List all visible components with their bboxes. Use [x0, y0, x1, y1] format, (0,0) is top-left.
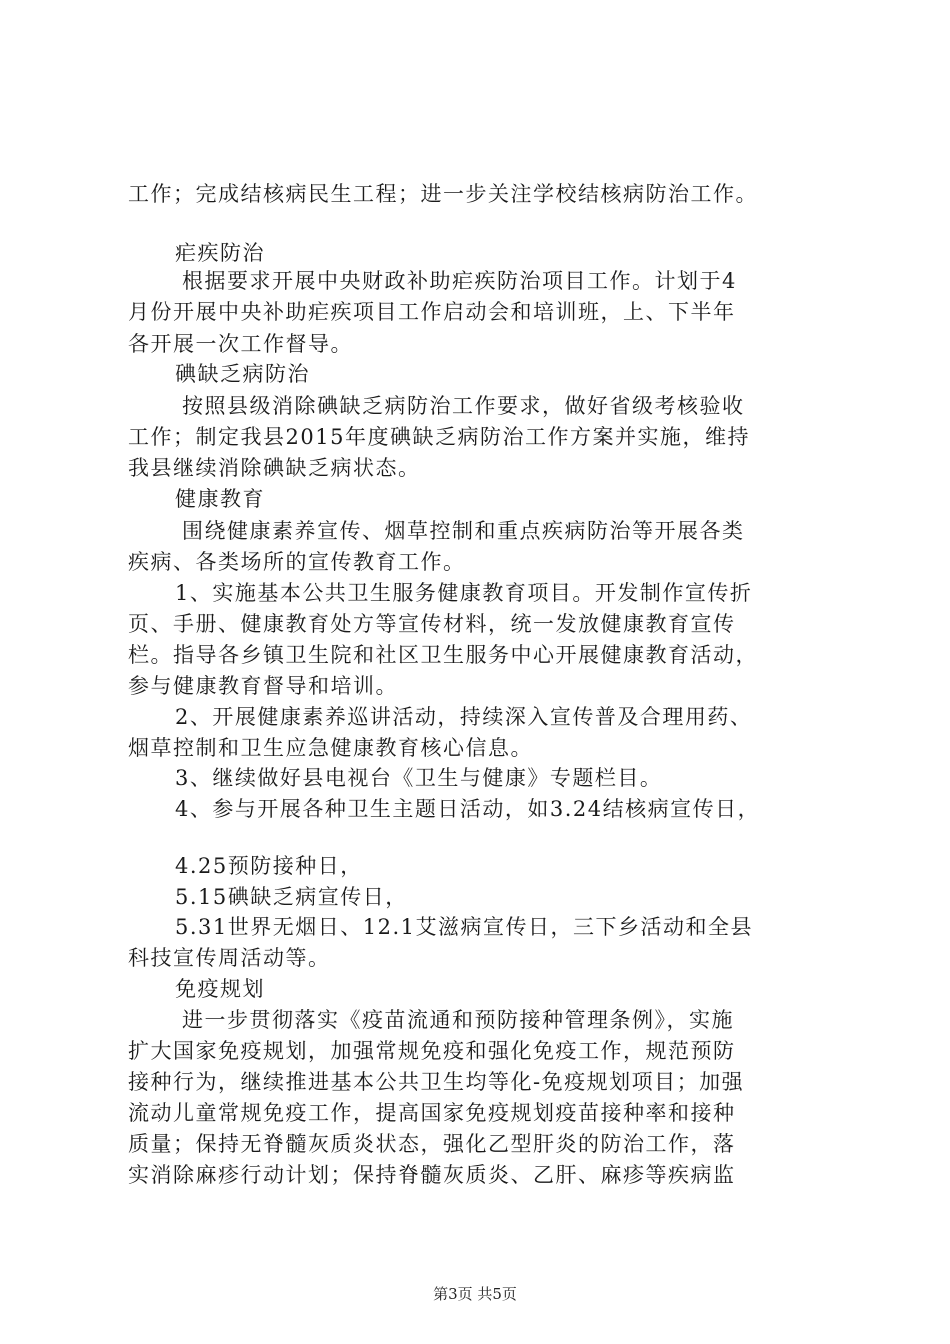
text-line: 参与健康教育督导和培训。 [128, 674, 398, 698]
text-line: 栏。指导各乡镇卫生院和社区卫生服务中心开展健康教育活动， [128, 643, 758, 667]
text-line: 5.15碘缺乏病宣传日， [175, 885, 408, 909]
text-line: 工作；制定我县2015年度碘缺乏病防治工作方案并实施，维持 [128, 425, 750, 449]
section-heading: 疟疾防治 [175, 241, 265, 265]
section-heading: 免疫规划 [175, 977, 265, 1001]
text-line: 实消除麻疹行动计划；保持脊髓灰质炎、乙肝、麻疹等疾病监 [128, 1163, 736, 1187]
text-line: 4、参与开展各种卫生主题日活动，如3.24结核病宣传日， [175, 797, 761, 821]
text-line: 进一步贯彻落实《疫苗流通和预防接种管理条例》，实施 [182, 1008, 734, 1032]
text-line: 根据要求开展中央财政补助疟疾防治项目工作。计划于4 [182, 269, 737, 293]
text-line: 页、手册、健康教育处方等宣传材料，统一发放健康教育宣传 [128, 612, 736, 636]
text-line: 4.25预防接种日， [175, 854, 363, 878]
page-number-footer: 第3页 共5页 [433, 1285, 517, 1303]
text-line: 月份开展中央补助疟疾项目工作启动会和培训班，上、下半年 [128, 300, 736, 324]
section-heading: 健康教育 [175, 487, 265, 511]
text-line: 1、实施基本公共卫生服务健康教育项目。开发制作宣传折 [175, 581, 753, 605]
text-line: 扩大国家免疫规划，加强常规免疫和强化免疫工作，规范预防 [128, 1039, 736, 1063]
text-line: 质量；保持无脊髓灰质炎状态，强化乙型肝炎的防治工作，落 [128, 1132, 736, 1156]
text-line: 工作；完成结核病民生工程；进一步关注学校结核病防治工作。 [128, 182, 758, 206]
text-line: 烟草控制和卫生应急健康教育核心信息。 [128, 736, 533, 760]
text-line: 流动儿童常规免疫工作，提高国家免疫规划疫苗接种率和接种 [128, 1101, 736, 1125]
text-line: 5.31世界无烟日、12.1艾滋病宣传日，三下乡活动和全县 [175, 915, 754, 939]
text-line: 科技宣传周活动等。 [128, 946, 331, 970]
text-line: 按照县级消除碘缺乏病防治工作要求，做好省级考核验收 [182, 394, 745, 418]
text-line: 2、开展健康素养巡讲活动，持续深入宣传普及合理用药、 [175, 705, 753, 729]
text-line: 3、继续做好县电视台《卫生与健康》专题栏目。 [175, 766, 663, 790]
text-line: 围绕健康素养宣传、烟草控制和重点疾病防治等开展各类 [182, 519, 745, 543]
text-line: 接种行为，继续推进基本公共卫生均等化-免疫规划项目；加强 [128, 1070, 745, 1094]
text-line: 各开展一次工作督导。 [128, 332, 353, 356]
section-heading: 碘缺乏病防治 [175, 362, 310, 386]
text-line: 疾病、各类场所的宣传教育工作。 [128, 550, 466, 574]
text-line: 我县继续消除碘缺乏病状态。 [128, 456, 421, 480]
